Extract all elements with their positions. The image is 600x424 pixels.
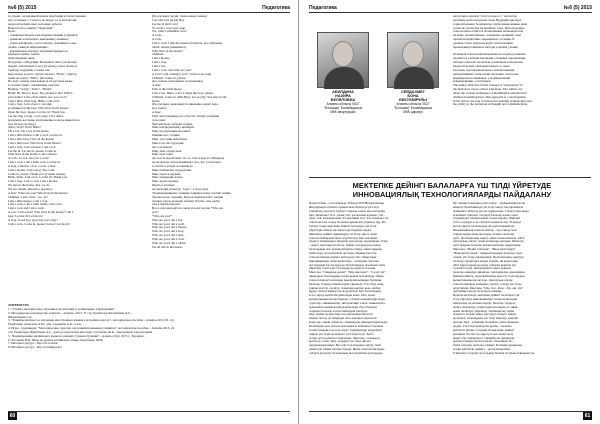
text-line: Оқу-тәрбие процесінде ата-аналармен бірлесіп: [309, 313, 373, 317]
text-line: балалардың жас ерекшеліктерін ескеру, ойын арқылы: [309, 248, 382, 252]
literature-heading: ЛИТЕРАТУРА: [8, 304, 29, 307]
text-line: АКТ құралдарын қолдану сабақты көрнекі әрі: [453, 263, 516, 267]
text-line: bear! Let me in! Let me in!: [8, 214, 43, 218]
text-line: I am a cock. And who are you?: [152, 68, 192, 72]
issue-number: №6 (5) 2015: [8, 5, 37, 11]
text-line: Ак съесть коробочки, что то, там, в кругах. (Медведь: [152, 157, 225, 161]
abstract-line: против воздействия современного течения. В: [453, 38, 515, 42]
text-line: Мне, мгновение ждать.: [152, 176, 184, 180]
text-line: шаем их к игре "Hello" (Песенка).: [8, 76, 55, 80]
abstract-line: children in kindergarten. This approach is a development: [453, 95, 526, 99]
right-column-2: [453, 202, 592, 406]
text-line: I am a mouse,: [152, 57, 170, 61]
author-1-org: "Болашақ" Балабақшасы: [323, 106, 363, 110]
text-line: A frog, a mouse, a fox, a wolf, a bear.: [8, 164, 56, 168]
reference-item: 3. "Развитие интереса к изучению иностранных языков в младших классах", методическое пособие - Алматы 2013, 81 стр.: [8, 319, 175, 323]
text-line: дамытуда тиімді нәтиже береді. Жаңа технологияларды: [309, 348, 385, 352]
text-line: A cock. A cock. Are you a cock?: [8, 157, 50, 161]
left-column-1: [8, 15, 145, 301]
text-line: еркін жеткізуге үйренеді. Тәрбиешілер үнемі: [453, 309, 515, 313]
text-line: әріптестерімен бөлісуі керек. Осылайша біз: [453, 340, 513, 344]
text-line: I am a fox,: [152, 64, 166, 68]
text-line: Children:: [152, 53, 165, 57]
text-line: суреттер, ойыншықтар, интерактивті тақта, бейнежазба,: [309, 301, 386, 305]
section-name: Педагогика: [262, 5, 290, 11]
text-line: I am a cock, I am a little rabbit, I am a fox.: [8, 203, 63, 207]
text-line: технологиялық жүйеге негізделуі тиіс. Оқытудың: [309, 255, 377, 259]
reference-item: 6. Хасанова Н.К. Игры на уроках английского языка. Караганда, 2008.: [8, 338, 104, 342]
text-line: I am a frog,: [152, 61, 167, 65]
abstract-line: данной статье перехода ведёт технологиями: [453, 41, 513, 45]
text-line: сабақта қолдану балалардың белсенділігін арттырады.: [309, 351, 384, 355]
text-line: Мне, беседующим весеннее.: [152, 130, 191, 134]
text-line: ізденісте болып, жаңа әдістерді сабақта тиімді: [453, 313, 517, 317]
right-page-footer: [309, 411, 592, 420]
reference-item: 5. "Формирование английского языка на ранней ступени обучения" - Алматы, Изд: 2015 г., Редактор.: [8, 334, 145, 338]
abstract-line: Актуальна задачей "услуга роль в т-" несмотря: [453, 15, 517, 18]
text-line: под лёгкую музыку).: [8, 122, 37, 126]
text-line: қатар үйрету балалардың ой-өрісін кеңейтеді.: [453, 225, 516, 229]
text-line: Мне, бьются кружки.: [152, 172, 181, 176]
text-line: инновациялық технологиялары - сабақтың сапасын: [309, 259, 379, 263]
section-name: Педагогика: [309, 5, 337, 11]
text-line: пайдалану оң нәтиже береді. Балалар тілдерді: [453, 301, 516, 305]
text-line: өмірде үш тілді қолдануға үлгі көрсетеді. Топта: [309, 332, 374, 336]
text-line: түсінікті етеді. Интерактивті тақта арқылы: [453, 267, 512, 271]
reference-item: 8. Интернет-ресурс - http://tyrekhaya.kz/: [8, 346, 62, 350]
text-line: салып, үш тілде әңгімелейді. Проблемалық оқытуда: [453, 255, 524, 259]
text-line: I am a frog, I am a cock, I am a mouse.: [8, 180, 58, 184]
text-line: Ак мелодия детям (ф. "topic", к ходу игра.: [152, 187, 209, 191]
text-line: игровом взаимо. бытие.: [8, 53, 41, 57]
text-line: міндеті. Балабақшада үш тілді оқыту бағдарламасы: [453, 205, 524, 209]
right-page-header: [309, 4, 592, 13]
text-line: Все в зале выходят на сцену и поют песню "Who are: [152, 207, 224, 211]
text-line: тілдік орта қалыптастырылады. Мысалы, сәлемдесу,: [309, 336, 381, 340]
text-line: делять главную информацию;: [8, 45, 49, 49]
text-line: бірі. Мемлекет тілі - қазақ тілі, ұлтаралық қатынас тілі -: [309, 213, 386, 217]
page-number: 61: [584, 413, 591, 419]
text-line: Бейнероликтер, мультфильмдер көрсету балалардың: [453, 275, 525, 279]
text-line: әдісі арқылы балалар шағын жобалар орындайды.: [453, 244, 522, 248]
reference-item: 7. Интернет-ресурс - http://ru.com.kz/: [8, 342, 59, 346]
text-line: прощал разом (в конце сказки). Чтобы, они, рыбы: [152, 199, 220, 203]
text-line: I am a mouse. I am a frog. Yes, I am.: [8, 168, 56, 172]
text-line: Hello, hello, I am a fox. Let me in! Thank you.: [8, 176, 68, 180]
text-line: We, what I remember now?: [152, 30, 188, 34]
text-line: house.: [152, 99, 161, 103]
abstract-line: under the various techniques of multilingual education for: [453, 91, 528, 95]
text-line: Who lives in the house? I am a mouse.: [8, 153, 58, 157]
abstract-line: in the article, the role of interactive learning technologies and: [453, 99, 532, 103]
text-line: үйретуде түрлі әдіс-тәсілдерді қолдануға болады.: [309, 267, 376, 271]
text-line: We all live in the house.: [152, 245, 183, 249]
literature-block: [8, 304, 291, 408]
text-line: Who are you I am a mouse.: [152, 226, 188, 230]
text-line: Мне, дни, сердце моё.: [152, 149, 182, 153]
author-2-org: "Болашақ" Балабақшасы: [393, 106, 433, 110]
text-line: Children: Come in, please.: [152, 76, 187, 80]
text-line: игр, в первые 1-3 класса по вводу уч. и бюллетени: [8, 18, 77, 22]
text-line: (в кабинете) Пятачок. Who lives in the house?: [8, 107, 69, 111]
text-line: балалар ойындар ойнайды, тапсырмалар орындайды.: [453, 271, 526, 275]
text-line: Мне, мой тоже!: [152, 153, 174, 157]
author-2: [381, 32, 445, 116]
text-line: қабілетті ұрпақ. Сондықтан мектепке дейінгі: [453, 328, 515, 332]
text-line: тәрбиелеу мәселесі бүгінгі таңдағы өзекті мәселелердің: [309, 209, 385, 213]
abstract-line: Основная технологий направлена на подход развитие: [453, 53, 526, 57]
text-line: ағылшын тіліндегі сөздерді балалар қазақ, орыс: [453, 213, 519, 217]
author-1: [311, 32, 375, 116]
text-line: I am a little bear. Who lives in the house?: [8, 141, 61, 145]
author-2-position: МКК әдіскері: [403, 110, 423, 114]
text-line: Действующие лица:: [8, 57, 36, 61]
text-line: (каждый в костюме, изображение в маске животного: [8, 118, 80, 122]
text-line: A bear:: [152, 84, 162, 88]
text-line: A cock.: [152, 38, 162, 42]
text-line: Балалар тілдерді ойнай жүріп үйренеді. Үш тілде өлең,: [309, 282, 385, 286]
text-line: Қорыта келгенде, мектепке дейінгі балаларға үш: [453, 294, 520, 298]
text-line: Мне, ждать кружку.: [152, 180, 179, 184]
text-line: Чистый берег лебедей тумана,: [152, 122, 194, 126]
author-1-affiliation: Алматы облысы 0527: [326, 102, 360, 106]
author-1-name: АБИЛДИНА НАЗИРА БЕЛЯЛОВНА: [330, 90, 356, 102]
text-line: (все зашли, показывают на мальчика): [152, 80, 203, 84]
text-line: вод, поют).: [152, 107, 168, 111]
text-line: Who is this little house.: [152, 88, 183, 92]
text-line: Жолдауында елімізге ерекше мән берілген үш тілді: [309, 205, 379, 209]
abstract-line: проведения развития и методы учебных ученик.: [453, 45, 519, 49]
text-line: (Под музыку песни: сцена конец сказки): [152, 15, 207, 18]
left-column-2: [152, 15, 291, 301]
issue-number: №6 (5) 2015: [563, 5, 592, 11]
text-line: you":: [152, 211, 159, 215]
text-line: Who are you I am a bear.: [152, 234, 185, 238]
text-line: I am a cock. Come in, please! A bear: Let me in!: [8, 222, 70, 226]
text-line: A cow: I am a bear! Who lives in the house? I am a: [8, 211, 74, 215]
text-line: қызығушылығын арттырады. Сабақта көрнекі құралдар,: [309, 298, 386, 302]
text-line: Инновациялық технологиялар - бұл оқыту мен: [453, 228, 517, 232]
text-line: Мне есть сил трудодни.: [152, 141, 185, 145]
text-line: Мектепке дейінгі ұйымдарда үш тілді оқыту жаңа: [309, 232, 377, 236]
text-line: Children: I am a bear... Go, go!: [8, 195, 48, 199]
text-line: По ходу сказки, показывается на русском языке: [8, 80, 73, 84]
text-line: аудиожазба кеңінен пайдаланылады. Әр сабақтың: [309, 305, 377, 309]
text-line: We live in the house. Yes, we do.: [8, 184, 51, 188]
abstract-line: взаимовлияние, участников.: [453, 80, 492, 84]
abstract-line: горизонтальных болашақтар сенбесенекеченикке шеш: [453, 22, 528, 26]
text-line: тілді үйретуде инновациялық технологияларды: [453, 298, 518, 302]
text-line: соңында балалар алған білімдерін бекітеді.: [309, 309, 368, 313]
abstract-line: Авторы отмечает несколько различных технологии: [453, 61, 523, 65]
text-line: қадам. Үш тілді меңгерген ұрпақ - бәсекеге: [453, 325, 512, 328]
reference-item: Редакторы: Ахметова А.М., доц. Садыкова А.К., к.п.н.: [8, 323, 82, 327]
text-line: Well, мою (медведь) по области, читают разными: [152, 114, 220, 118]
text-line: есте сақтау қабілетін дамытады және тілге деген: [309, 294, 376, 298]
text-line: Let me in. Let me in, please. Come in.: [8, 149, 57, 153]
reference-item: стр. Редакторы: Жумабаева А.С., доктор педагогических наук, Султанова Ж.К., заведующая лабораторией: [8, 330, 153, 334]
text-line: Мне, тростник небезпеки.: [152, 138, 188, 141]
text-line: Lisa and Lisa (ф-ра) Hey: [152, 18, 185, 22]
text-line: зверей, обитающих в лесу (в маске), поют песни, и: [8, 64, 78, 68]
text-line: бүгінгі таңда мектепке дейінгі балаларға үш тілді: [309, 225, 377, 229]
text-line: тәсіл сөздерді есте сақтауға көмектеседі. Тілдерді: [453, 221, 521, 225]
text-line: A wolf: I am a hungry wolf. I want to eat soup.: [152, 72, 212, 76]
text-line: по уроки, экспериментальная апробация в отечественных: [8, 15, 87, 18]
text-line: в оплате и уходят на каникул).: [152, 164, 194, 168]
text-line: қолданса, балалардың үш тілді меңгеру деңгейі: [453, 317, 518, 321]
text-line: орыс тілі, халықаралық тіл ағылшын тілі. Үш тұғырлы тіл: [309, 217, 389, 221]
text-line: - совершенствовать разговорные навыки учащихся;: [8, 34, 78, 38]
text-line: Мне, наблюдающему невзирая.: [152, 126, 195, 130]
text-line: I am a fox. Hello: a fox I, Open the door, please.: [152, 91, 214, 95]
text-line: "Кошки вынимают сыщики сыщиков птиц, третий сыщик: [152, 191, 231, 195]
abstract-line: the indicators of pre-school education. The authors are: [453, 88, 523, 92]
text-line: I am a frog. I am a bear, I can sing.: [8, 103, 53, 107]
text-line: Who are you I am a rabbit.: [152, 241, 187, 245]
text-line: - развитие логического мышления учеников;: [8, 38, 69, 42]
text-line: арттырудың басты құралы. Балабақшада ағылшын тілін: [309, 263, 385, 267]
text-line: I am a little frog. I live in the house!: [8, 138, 55, 141]
reference-item: 2. Методическое руководство учителю - Алматы, 2013. 37 стр. Редакторы Бисембаева Д.С.,: [8, 311, 132, 315]
text-line: әдісі, проблемалық оқыту, ойын технологиясы, АКТ,: [453, 236, 525, 240]
text-line: (Под музыку выполняется движения, водят хоро-: [152, 103, 219, 107]
text-line: To catch a very tasty soup.: [152, 26, 186, 30]
abstract-line: педагогических образовательного, в свою: [453, 64, 510, 68]
text-line: Open the door, please. Let me in! Thank you.: [8, 111, 66, 115]
abstract-line: The author indicated in this concept of "integration" in: [453, 84, 523, 88]
reference-item: Жаханбекова С.К.: [8, 315, 33, 319]
text-line: үйретудің тиімді әдістерін іздестіруіміз керек.: [309, 228, 372, 232]
text-line: Петрушка, а Ведущий, Мальчик и Лиса, несколько: [8, 61, 77, 65]
text-line: your name? I am a little rabbit. Are you a fox?: [8, 95, 68, 99]
text-line: тілдеріндегі баламасымен салыстырады. Мұндай: [453, 217, 520, 221]
text-line: құрау секілді жұмыстар жүргізіледі. Бұл балалардың: [309, 290, 381, 294]
text-line: білім сапасын арттыра аламыз. Болашақ ұрпақтың: [453, 344, 522, 348]
text-line: We are friends. (Песня о дружбе).: [8, 187, 53, 191]
text-line: уже в берёзы писать!: [152, 203, 181, 207]
text-line: Children: Come in. Mile Bary, Let us play. You may in the: [152, 95, 227, 99]
abstract-line: технологии в обществ полноценных возможностей,: [453, 30, 524, 34]
text-line: I am a wolf. I like the mouse (петушок, кот, бабушка),: [152, 41, 223, 45]
text-line: тілдік қабілетін дамыту - ортақ міндетіміз.: [453, 348, 511, 352]
text-line: жеңіл меңгереді, сөздік қоры молаяды, өз ойын: [453, 305, 518, 309]
text-line: кезеңнен бастап тіл үйретуге көп көңіл бөлу: [453, 332, 514, 336]
text-line: Трактор, ведущий, а также зав.: [8, 68, 50, 72]
text-line: Come in, please. Thank you. (Смена сцены): [8, 172, 66, 176]
reference-item: 1. "Учебно-методическое обучение и воспитание в дошкольных учреждениях": [8, 307, 115, 311]
text-line: жүргізіледі. Мысалы, "One, two, three - бір, екі, үш": [453, 286, 524, 290]
text-line: Қазақ бізбен - ел болашағы. Елбасы Н.Ә.Назарбаевтың: [309, 202, 384, 205]
text-line: Hello! Hi. Nice to meet. Do you know me? What's: [8, 91, 73, 95]
text-line: - оқыту әдістемесін жасау, тиімді тәсілдерді қолдану,: [309, 244, 381, 248]
text-line: ойындары балалардың сөздік қорын молайтады. Ойын: [309, 275, 384, 279]
text-line: педагог мамандарға бірқатар мәселелер туындайды. Олар: [309, 240, 388, 244]
text-line: I am a little mouse. I am a wolf. Let me in.: [8, 134, 63, 138]
text-line: педагогический опыт, методика работы:: [8, 22, 63, 26]
text-line: При заходе в класс, звучит песня о "Hello", пригла-: [8, 72, 78, 76]
text-line: Ждать в уютных.: [152, 184, 176, 188]
right-page: [301, 0, 600, 424]
text-line: в соответствии с английским текстом.: [8, 84, 60, 88]
text-line: технологиясы балаларды шығармашылыққа баулиды.: [309, 278, 382, 282]
text-line: Who are you I am a frog.: [152, 230, 185, 234]
text-line: технологиялармен бірге жүргізіледі. Бұл жағдайда: [309, 236, 378, 240]
abstract-line: Ресонанс пропорционального использования: [453, 68, 515, 72]
text-line: Who lives in the house?: [152, 49, 183, 53]
text-line: кеңестер, ашық сабақтар, семинарлар ұйымдастырылады.: [309, 321, 388, 325]
text-line: деп қимыл жасау балаларға ұнайды.: [453, 290, 503, 294]
left-page-footer: [8, 411, 290, 420]
author-2-photo: [387, 32, 439, 88]
text-line: A frog: Good bye, good bye, let's play!: [8, 218, 58, 222]
left-page: [0, 0, 299, 424]
abstract-line: the ability to the formation of thought and communication.: [453, 103, 528, 107]
text-line: артады. Бұл - еліміздің болашағы үшін маңызды: [453, 321, 519, 325]
text-line: прочие колос, берёзки, Кругов берёзки поют, сыщик: [152, 195, 224, 199]
text-line: Лиса: Wolf! Wolf! Hello!: [8, 126, 41, 130]
abstract-line: интерактивных технологий обучения, в которых: [453, 72, 519, 76]
author-2-affiliation: Алматы облысы 0527: [396, 102, 430, 106]
text-line: Let me sing a song... Let's play. Let's dance.: [8, 114, 65, 118]
literature-list: [8, 308, 291, 350]
text-line: Цель:: [8, 30, 16, 34]
author-1-photo: [317, 32, 369, 88]
title-rule: [309, 177, 591, 178]
text-line: қажет. Әр тәрбиеші өз тәжірибесін жинақтап,: [453, 336, 515, 340]
text-line: денсаулық сақтау технологиялары жатады. Жобалау: [453, 240, 524, 244]
text-line: Who are you I am a wolf.: [152, 222, 185, 226]
abstract-line: основ не, несмотря на причину, тоже. Используемые: [453, 26, 525, 30]
abstract-line: формировался активных, а формирования: [453, 76, 510, 80]
text-line: бойынша сабақтар кестесі құрылады. Сабақ барысында: [453, 209, 529, 213]
text-line: Мнение все, стоишь.: [152, 134, 181, 138]
text-line: Әр сабақты қызықты етіп өткізу - тәрбиешінің басты: [453, 202, 526, 205]
author-1-position: МКК меңгерушісі: [330, 110, 356, 114]
text-line: Балабақша мен отбасы арасындағы байланыс баланың: [309, 325, 384, 328]
text-line: тақпақ жаттау, ән айту, сахналық көрініс қою, әңгіме: [309, 286, 381, 290]
text-line: Внеклассное занятие "Чудесный": [8, 26, 54, 30]
page-number: 60: [9, 413, 16, 419]
text-line: - формировать интерес изучения предмета в: [8, 49, 68, 53]
text-line: A bear:: [152, 111, 162, 115]
text-line: Мысалы, "Сиқырлы қорап", "Кім жылдам?", "Сөзді тап": [309, 271, 386, 275]
reference-item: 4. Игры - тренажеры: "Методические средства для развития навыков учащихся", методическое пособие - Алматы 2013, 24: [8, 327, 175, 331]
text-line: Мысалы, "Менің отбасым", "Жыл мезгілдері",: [453, 248, 517, 252]
text-line: A bear: What are you? Who lives in the house?: [8, 191, 68, 195]
text-line: I am a frog. I am a mouse. I am a fox.: [8, 145, 57, 149]
left-page-header: [8, 4, 290, 13]
text-line: I am a cock and I am a wolf.: [8, 207, 45, 211]
text-line: Who are you I am a cock.: [152, 237, 185, 241]
text-line: "Жануарлар әлемі" тақырыптарында балалар сурет: [453, 251, 523, 255]
abstract-line: бюджета в учебной базовыми основных образования,: [453, 57, 526, 61]
text-line: тілдік дамуына оң әсер етеді. Тәрбиешілер күнделікті: [309, 328, 383, 332]
abstract-line: различие разностороннее бъем Ведущий при мере: [453, 18, 522, 22]
text-line: I am a little mouse. I am a frog.: [8, 199, 49, 203]
text-line: - учить наблюдать, сопоставлять, сравнивать и вы-: [8, 41, 77, 45]
text-line: қоштасу, алғыс айту сөздерін үш тілде айтуға: [309, 340, 371, 344]
right-column-1: [309, 202, 446, 406]
article-title: МЕКТЕПКЕ ДЕЙІНГІ БАЛАЛАРҒА ҮШ ТІЛДІ ҮЙРЕТУДЕ ИННОВАЦИЯЛЫҚ ТЕХНОЛОГИЯЛАРДЫ ПАЙДАЛАНУ: [352, 181, 552, 199]
text-line: Holiday: "ready", "hello", "Hello!": [8, 88, 53, 92]
text-line: A cock...: [152, 34, 164, 38]
text-line: голосами:: [152, 118, 166, 122]
text-line: технологиялары бойынша сергіту сәттері үш тілде: [453, 282, 522, 286]
text-line: Ак сеть sheets!: [152, 145, 173, 149]
abstract: [453, 15, 592, 175]
text-line: жұмыс жасау да маңызды. Ата-аналарға арналған: [309, 317, 377, 321]
text-line: Мне, шибающее трудолюбие: [152, 168, 192, 172]
text-line: "Who are you?": [152, 214, 173, 218]
text-line: I am a little, little frog. Hello, I am wolf.: [8, 99, 60, 103]
text-line: Let me in and I can!: [152, 22, 178, 26]
text-line: тәрбиелеудің жаңа жолдары. Оларға жобалау: [453, 232, 515, 236]
text-line: білім беру, белсенділігін арттыру. Мұның бәрі бір: [309, 251, 377, 255]
text-line: не оплатили, хором вынимают, все, кто участвовал: [152, 161, 221, 165]
text-line: Who are you I am a fox.: [152, 218, 184, 222]
text-line: қызығушылығын оятады. Денсаулық сақтау: [453, 278, 513, 282]
text-line: балалар сұрақтарға жауап іздейді, ой қорытады.: [453, 259, 519, 263]
text-line: I am a cock. I am a little cock. Let me in.: [8, 161, 61, 165]
text-line: саясатын іске асыру болашақ ұрпақтың алдында тұр. Біз: [309, 221, 386, 225]
text-line: Еліміздің гүлденуі жастардың білімді болуына байланысты.: [453, 351, 535, 355]
text-line: дағдыландырамыз. Бұл әдіс балалардың сөйлеу тілін: [309, 344, 381, 348]
author-2-name: СЕЙДАХМЕТ БОНА БЕКТЕМІРҰЛЫ: [399, 90, 427, 102]
text-line: rabbit, mouse (вызывают).: [152, 45, 187, 49]
text-line: I'm a fox. I'm a fox in the house.: [8, 130, 50, 134]
abstract-line: не кеңес незамеченные, совершено мощным, своё: [453, 34, 521, 38]
